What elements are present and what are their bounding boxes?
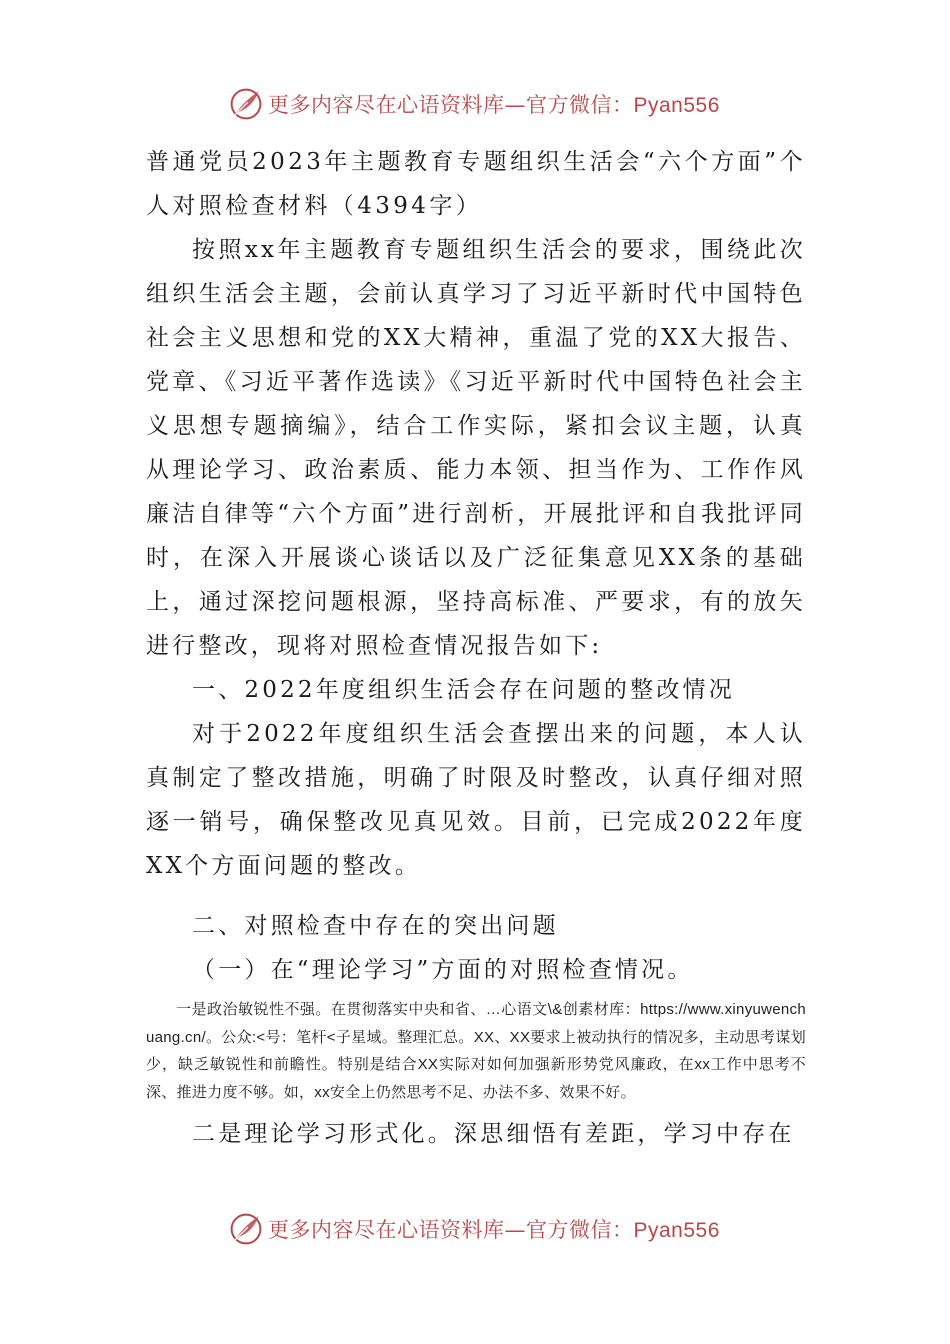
intro-paragraph: 按照xx年主题教育专题组织生活会的要求，围绕此次组织生活会主题，会前认真学习了习近平新时代中国特色社会主义思想和党的XX大精神，重温了党的XX大报告、党章、《习近平著作选读》《习近平新时代中国特色社会主义思想专题摘编》，结合工作实际，紧扣会议主题，认真从理论学习、政治素质、能力本领、担当作为、工作作风廉洁自律等“六个方面”进行剖析，开展批评和自我批评同时，在深入开展谈心谈话以及广泛征集意见XX条的基础上，通过深挖问题根源，坚持高标准、严要求，有的放矢进行整改，现将对照检查情况报告如下: bbox=[146, 237, 806, 659]
quill-logo-icon bbox=[228, 1211, 264, 1247]
document-body bbox=[146, 140, 806, 1156]
section1-heading: 一、2022年度组织生活会存在问题的整改情况 bbox=[192, 677, 735, 703]
quill-logo-icon bbox=[228, 86, 264, 122]
document-title: 普通党员2023年主题教育专题组织生活会“六个方面”个人对照检查材料（4394字） bbox=[146, 149, 806, 219]
subsection1-heading: （一）在“理论学习”方面的对照检查情况。 bbox=[192, 957, 694, 983]
point2-paragraph: 二是理论学习形式化。深思细悟有差距，学习中存在 bbox=[192, 1121, 795, 1147]
section2-heading: 二、对照检查中存在的突出问题 bbox=[192, 913, 559, 939]
banner-wechat-id: Pyan556 bbox=[633, 94, 720, 117]
bottom-banner[interactable] bbox=[228, 1209, 728, 1249]
top-banner[interactable] bbox=[228, 84, 728, 124]
section1-paragraph: 对于2022年度组织生活会查摆出来的问题，本人认真制定了整改措施，明确了时限及时整改，认真仔细对照逐一销号，确保整改见真见效。目前，已完成2022年度XX个方面问题的整改。 bbox=[146, 721, 806, 879]
point1-paragraph: 一是政治敏锐性不强。在贯彻落实中央和省、…心语文\&创素材库：https://www.xinyuwenchuang.cn/。公众:<号：笔杆<子星域。整理汇总。XX、XX要求上被动执行的情况多，主动思考谋划少，缺乏敏锐性和前瞻性。特别是结合XX实际对如何加强新形势党风廉政，在xx工作中思考不深、推进力度不够。如，xx安全上仍然思考不足、办法不多、效果不好。 bbox=[146, 1001, 806, 1101]
banner-wechat-id: Pyan556 bbox=[633, 1219, 720, 1242]
banner-label: 更多内容尽在心语资料库—官方微信： bbox=[268, 93, 634, 117]
banner-text bbox=[268, 89, 720, 119]
banner-text bbox=[268, 1214, 720, 1244]
banner-label: 更多内容尽在心语资料库—官方微信： bbox=[268, 1218, 634, 1242]
